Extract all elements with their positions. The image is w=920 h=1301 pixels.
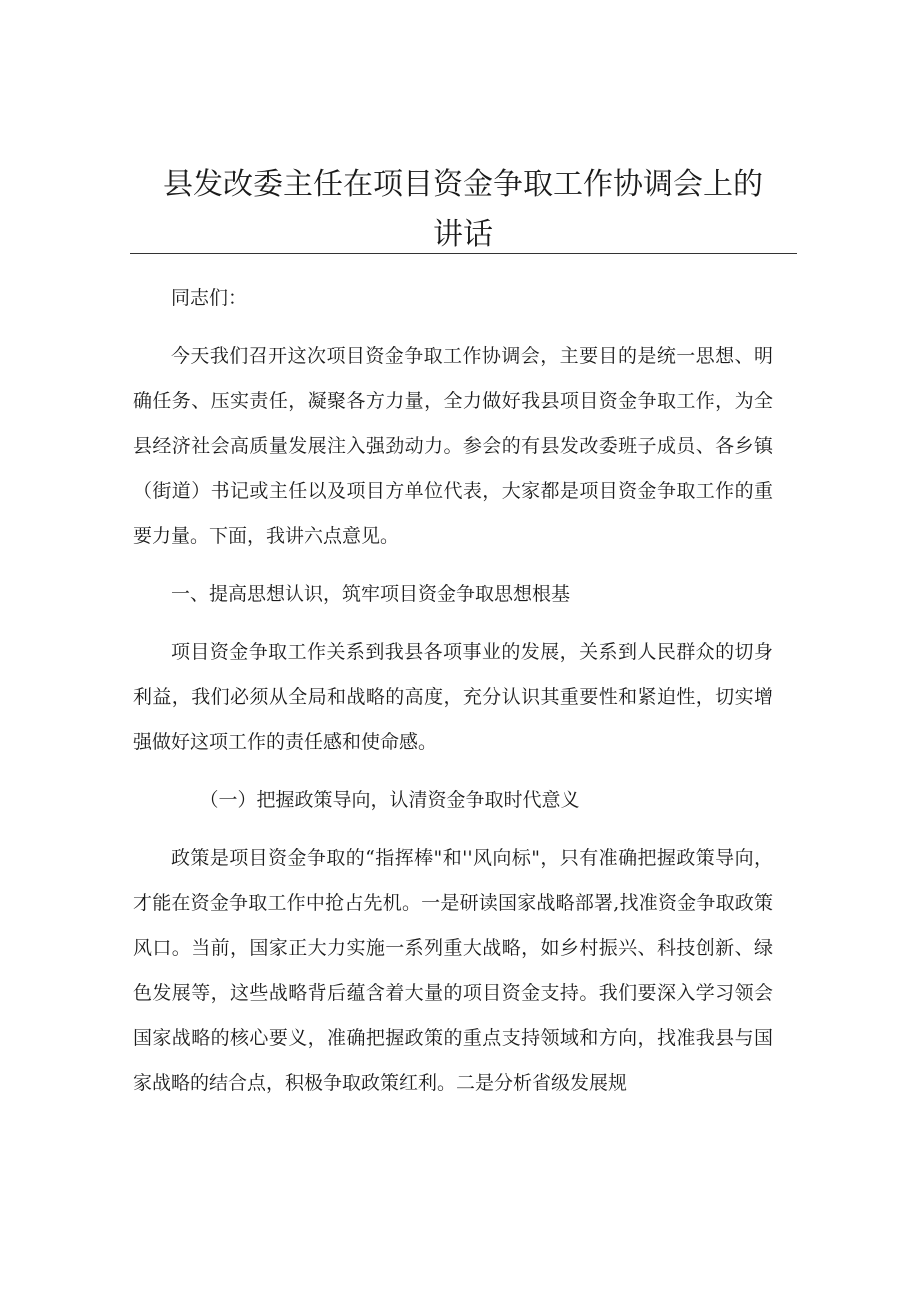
intro-paragraph: 今天我们召开这次项目资金争取工作协调会，主要目的是统一思想、明确任务、压实责任，凝聚各方力量，全力做好我县项目资金争取工作，为全县经济社会高质量发展注入强劲动力。参会的有县发改委班子成员、各乡镇（街道）书记或主任以及项目方单位代表，大家都是项目资金争取工作的重要力量。下面，我讲六点意见。 xyxy=(133,345,773,547)
subsection-1-paragraph: 政策是项目资金争取的“指挥棒"和''风向标"，只有准确把握政策导向，才能在资金争取工作中抢占先机。一是研读国家战略部署,找准资金争取政策风口。当前，国家正大力实施一系列重大战略，如乡村振兴、科技创新、绿色发展等，这些战略背后蕴含着大量的项目资金支持。我们要深入学习领会国家战略的核心要义，准确把握政策的重点支持领域和方向，找准我县与国家战略的结合点，积极争取政策红利。二是分析省级发展规 xyxy=(133,847,773,1094)
document-body xyxy=(133,276,773,1106)
section-heading-1: 一、提高思想认识，筑牢项目资金争取思想根基 xyxy=(171,583,571,605)
title-line-2: 讲话 xyxy=(433,217,493,252)
subsection-heading-1: （一）把握政策导向，认清资金争取时代意义 xyxy=(199,789,580,811)
title-underline xyxy=(130,253,797,254)
document-title xyxy=(130,160,796,260)
title-line-1: 县发改委主任在项目资金争取工作协调会上的 xyxy=(163,167,763,202)
salutation: 同志们： xyxy=(171,287,248,309)
section-1-paragraph: 项目资金争取工作关系到我县各项事业的发展，关系到人民群众的切身利益，我们必须从全局和战略的高度，充分认识其重要性和紧迫性，切实增强做好这项工作的责任感和使命感。 xyxy=(133,641,773,753)
